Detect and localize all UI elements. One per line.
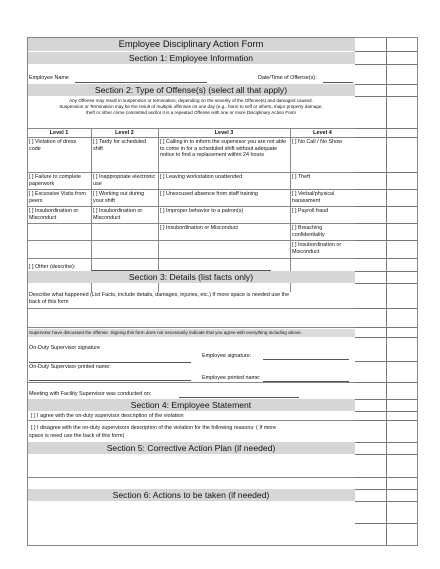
- offense-working-out[interactable]: [ ] Working out during your shift: [93, 191, 145, 204]
- section2-heading: Section 2: Type of Offense(s) (select all that apply): [27, 84, 355, 96]
- onduty-printed-name-label: On-Duty Supervisor printed name:: [29, 364, 111, 370]
- meeting-label: Meeting with Facility Supervisor was conducted on:: [29, 391, 152, 397]
- employee-signature-field[interactable]: [263, 359, 349, 360]
- section4-heading: Section 4: Employee Statement: [27, 399, 355, 411]
- disagree-line-2: space is need use the back of this form): [29, 433, 125, 439]
- employee-name-field[interactable]: [75, 82, 207, 83]
- offense-payroll[interactable]: [ ] Payroll fraud: [292, 208, 329, 214]
- section1-heading: Section 1: Employee Information: [27, 52, 355, 64]
- level-3-header: Level 3: [214, 130, 234, 136]
- datetime-label: Date/Time of Offense(s):: [258, 75, 317, 81]
- offense-paperwork[interactable]: [ ] Failure to complete paperwork: [29, 174, 81, 187]
- meeting-date-field[interactable]: [179, 397, 299, 398]
- details-line-2: back of this form: [29, 299, 69, 305]
- disagree-option[interactable]: [ ] I disagree with the on-duty supervisors description of the violation for the following reasons: ( If more: [31, 425, 277, 431]
- offense-unexcused[interactable]: [ ] Unexcused absence from staff training: [160, 191, 258, 197]
- offense-workstation[interactable]: [ ] Leaving workstation unattended: [160, 174, 243, 180]
- blank-margin-grid: [355, 37, 418, 546]
- form-sheet: [27, 37, 418, 546]
- onduty-signature-field[interactable]: [29, 362, 191, 363]
- section3-heading: Section 3: Details (list facts only): [27, 271, 355, 283]
- details-line-1: Describe what happened (List Facts, include details, damages, injuries, etc.) If more space is needed use the: [29, 292, 290, 298]
- intro-line-2: Suspension or Termination may be the result of multiple offenses on one day (e.g., harm to self or others, major property damage,: [59, 104, 323, 109]
- offense-insubordination-2[interactable]: [ ] Insubordination or Misconduct: [93, 208, 143, 221]
- intro-line-3: theft or other crime committed and/or it is a repeated Offense with one or more Disciplinary Action Form: [85, 110, 297, 115]
- offense-dress-code[interactable]: [ ] Violation of dress code: [29, 139, 77, 152]
- onduty-printed-name-field[interactable]: [29, 380, 191, 381]
- offense-visits[interactable]: [ ] Excessive Visits from peers: [29, 191, 86, 204]
- level-1-header: Level 1: [49, 130, 69, 136]
- discussed-note: Supervisor have discussed the offense. Signing this form does not necessarily indicate that you agree with everything including above.: [29, 330, 302, 335]
- offense-no-call[interactable]: [ ] No Call / No Show: [292, 139, 343, 145]
- employee-name-label: Employee Name: [29, 75, 69, 81]
- section6-heading: Section 6: Actions to be taken (if needed): [27, 489, 355, 501]
- other-label[interactable]: [ ] Other (describe):: [29, 264, 76, 270]
- onduty-signature-label: On-Duty Supervisor signature: [29, 345, 101, 351]
- level-2-header: Level 2: [115, 130, 134, 136]
- offense-insubordination-1[interactable]: [ ] Insubordination or Misconduct: [29, 208, 79, 221]
- employee-signature-label: Employee signature:: [202, 353, 252, 359]
- intro-line-1: Any Offense may result in suspension or termination, depending on the severity of the Offense(s) and damaged caused.: [69, 98, 313, 103]
- form-title: Employee Disciplinary Action Form: [27, 37, 355, 51]
- offense-tardy[interactable]: [ ] Tardy for scheduled shift: [93, 139, 146, 152]
- datetime-field[interactable]: [323, 82, 353, 83]
- offense-confidentiality[interactable]: [ ] Breaching confidentiality: [292, 225, 325, 238]
- offense-electronic[interactable]: [ ] Inappropriate electronic use: [93, 174, 156, 187]
- agree-option[interactable]: [ ] I agree with the on-duty supervisor description of the violation: [31, 413, 184, 419]
- offense-improper[interactable]: [ ] Improper behavior to a patron(s): [160, 208, 244, 214]
- employee-printed-name-label: Employee printed name:: [202, 375, 261, 381]
- offense-insubordination-3[interactable]: [ ] Insubordination or Misconduct: [160, 225, 238, 231]
- section5-heading: Section 5: Corrective Action Plan (if needed): [27, 442, 355, 454]
- offense-calling-in[interactable]: [ ] Calling in to inform the supervisor you are not able to come in for a scheduled shift without adequate notice to find a replacement within 24 hours: [160, 139, 287, 159]
- level-4-header: Level 4: [313, 130, 332, 136]
- offense-harassment[interactable]: [ ] Verbal/physical harassment: [292, 191, 335, 204]
- offense-theft[interactable]: [ ] Theft: [292, 174, 311, 180]
- disciplinary-form: [27, 37, 355, 546]
- offense-insubordination-4[interactable]: [ ] Insubordination or Misconduct: [292, 242, 342, 255]
